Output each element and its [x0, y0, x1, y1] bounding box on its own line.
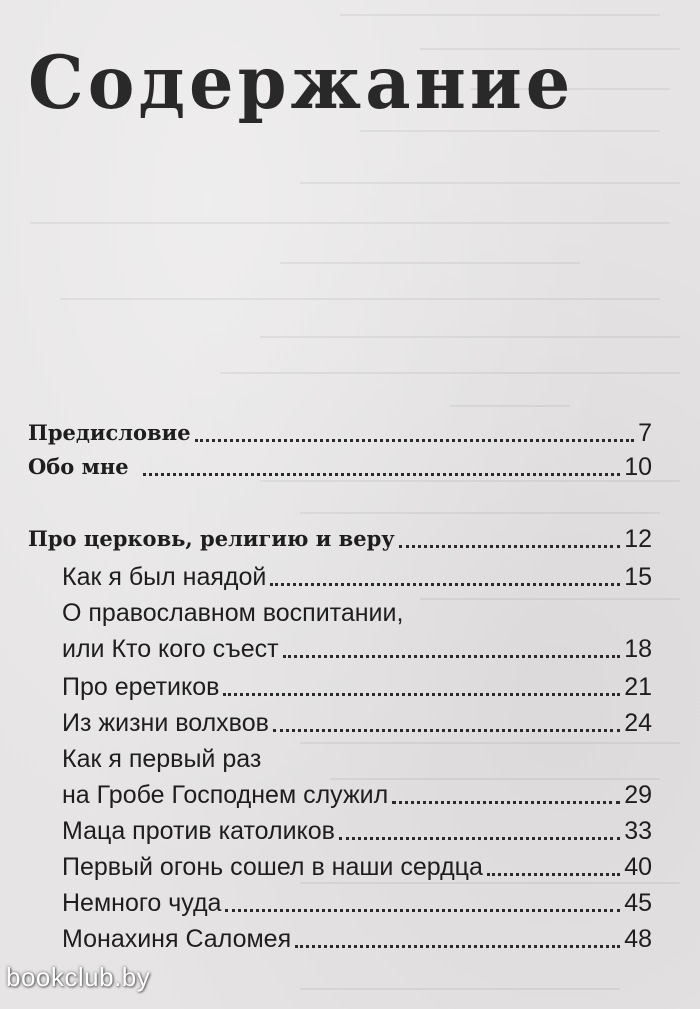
dot-leader	[283, 655, 621, 658]
dot-leader	[143, 473, 621, 476]
toc-entry-label: Предисловие	[28, 420, 191, 445]
toc-page-number: 45	[624, 889, 652, 917]
dot-leader	[273, 729, 620, 732]
dot-leader	[195, 439, 635, 442]
toc-entry-label: Немного чуда	[62, 889, 222, 917]
dot-leader	[399, 545, 620, 548]
toc-page-number: 7	[638, 419, 652, 447]
toc-entry-label: Первый огонь сошел в наши сердца	[62, 853, 483, 881]
toc-entry-about-me[interactable]	[28, 452, 652, 482]
toc-item[interactable]	[62, 816, 652, 846]
toc-item[interactable]	[62, 780, 652, 810]
toc-entry-preface[interactable]	[28, 418, 652, 448]
dot-leader	[225, 909, 620, 912]
dot-leader	[295, 945, 620, 948]
page-title: Содержание	[28, 38, 575, 126]
toc-entry-label: Монахиня Саломея	[62, 925, 292, 953]
toc-page-number: 15	[624, 563, 652, 591]
toc-entry-label: Из жизни волхвов	[62, 709, 269, 737]
toc-page-number: 10	[624, 453, 652, 481]
toc-item[interactable]	[62, 672, 652, 702]
toc-entry-chapter[interactable]	[28, 524, 652, 554]
toc-item[interactable]	[62, 562, 652, 592]
toc-page-number: 48	[624, 925, 652, 953]
dot-leader	[392, 801, 620, 804]
toc-entry-label: или Кто кого съест	[62, 635, 279, 663]
watermark: bookclub.by	[6, 962, 151, 992]
toc-entry-label: Про еретиков	[62, 673, 220, 701]
toc-item-first-line: Как я первый раз	[62, 745, 262, 773]
dot-leader	[339, 837, 620, 840]
toc-entry-label: Про церковь, религию и веру	[28, 526, 395, 551]
toc-entry-label: Маца против католиков	[62, 817, 335, 845]
toc-item[interactable]	[62, 634, 652, 664]
toc-page-number: 33	[624, 817, 652, 845]
toc-page-number: 24	[624, 709, 652, 737]
toc-page-number: 29	[624, 781, 652, 809]
toc-item-first-line: О православном воспитании,	[62, 599, 404, 627]
toc-item[interactable]	[62, 888, 652, 918]
toc-page-number: 40	[624, 853, 652, 881]
dot-leader	[270, 583, 620, 586]
toc-item[interactable]	[62, 708, 652, 738]
toc-page-number: 12	[624, 525, 652, 553]
toc-page-number: 18	[624, 635, 652, 663]
dot-leader	[223, 693, 620, 696]
dot-leader	[487, 873, 620, 876]
toc-item[interactable]	[62, 852, 652, 882]
toc-page-number: 21	[624, 673, 652, 701]
toc-entry-label: на Гробе Господнем служил	[62, 781, 389, 809]
toc-entry-label: Обо мне	[28, 454, 129, 479]
toc-entry-label: Как я был наядой	[62, 563, 267, 591]
toc-item[interactable]	[62, 924, 652, 954]
